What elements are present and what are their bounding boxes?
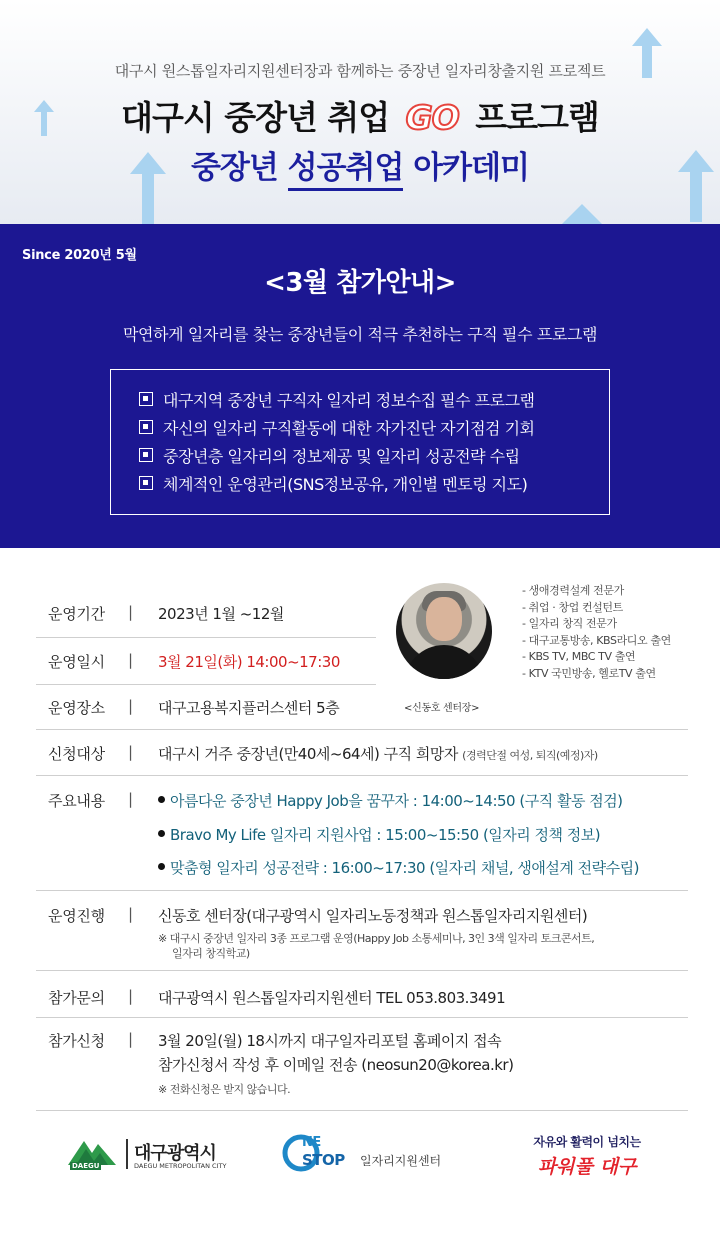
- program-title-pre: 대구시 중장년 취업: [121, 98, 400, 137]
- divider: [36, 1017, 688, 1018]
- period-value: 2023년 1월 ~12월: [158, 605, 284, 623]
- checkbox-icon: [139, 448, 153, 462]
- separator: |: [128, 790, 133, 808]
- onestop-ne: NE: [302, 1135, 321, 1150]
- notice-banner: [0, 224, 720, 548]
- divider: [36, 729, 688, 730]
- program-title-post: 프로그램: [464, 98, 599, 137]
- credential-item: - KTV 국민방송, 헬로TV 출연: [522, 666, 656, 680]
- apply-line-1: 3월 20일(월) 18시까지 대구일자리포털 홈페이지 접속: [158, 1032, 502, 1050]
- bullet-icon: [158, 796, 165, 803]
- header: [0, 0, 720, 224]
- logo-separator: [126, 1139, 128, 1169]
- place-label: [48, 697, 138, 718]
- datetime-value: 3월 21일(화) 14:00~17:30: [158, 653, 340, 671]
- credential-item: - 대구교통방송, KBS라디오 출연: [522, 633, 671, 647]
- host-label: [48, 905, 138, 926]
- content-item: [158, 857, 639, 878]
- power-title: 파워풀 대구: [537, 1156, 637, 1178]
- feature-item: [139, 441, 609, 469]
- bullet-icon: [158, 863, 165, 870]
- separator: |: [128, 603, 133, 621]
- inquiry-label-text: 참가문의: [48, 989, 105, 1007]
- divider: [36, 970, 688, 971]
- since-label: Since 2020년 5월: [22, 248, 137, 263]
- speaker-credentials: [522, 582, 671, 682]
- academy-title-pre: 중장년: [190, 150, 288, 186]
- arrow-up-icon: [560, 202, 604, 224]
- content-item-text: Bravo My Life 일자리 지원사업 : 15:00~15:50 (일자리 정책 정보): [170, 826, 601, 844]
- content-item-text: 아름다운 중장년 Happy Job을 꿈꾸자 : 14:00~14:50 (구직 활동 점검): [170, 792, 623, 810]
- speaker-caption: <신동호 센터장>: [404, 703, 480, 714]
- speaker-photo-face: [426, 597, 462, 641]
- feature-text: 체계적인 운영관리(SNS정보공유, 개인별 멘토링 지도): [163, 474, 528, 494]
- divider: [36, 775, 688, 776]
- content-item: [158, 824, 600, 845]
- host-value: 신동호 센터장(대구광역시 일자리노동정책과 원스톱일자리지원센터): [158, 907, 588, 925]
- feature-item: [139, 385, 609, 413]
- onestop-logo: [282, 1132, 472, 1176]
- content-item-text: 맞춤형 일자리 성공전략 : 16:00~17:30 (일자리 채널, 생애설계 전략수립): [170, 859, 639, 877]
- feature-item: [139, 469, 609, 497]
- onestop-kr: 일자리지원센터: [360, 1154, 442, 1168]
- datetime-label: [48, 651, 138, 672]
- powerful-daegu-logo: [512, 1133, 662, 1177]
- content-item: [158, 790, 623, 811]
- footer-divider: [36, 1110, 688, 1111]
- banner-tagline: 막연하게 일자리를 찾는 중장년들이 적극 추천하는 구직 필수 프로그램: [122, 325, 598, 344]
- academy-title-post: 아카데미: [403, 150, 529, 186]
- bullet-icon: [158, 830, 165, 837]
- divider: [36, 890, 688, 891]
- separator: |: [128, 905, 133, 923]
- content-label-text: 주요내용: [48, 792, 105, 810]
- feature-text: 대구지역 중장년 구직자 일자리 정보수집 필수 프로그램: [163, 390, 535, 410]
- place-label-text: 운영장소: [48, 699, 105, 717]
- target-value: [158, 743, 598, 764]
- daegu-en-name: DAEGU METROPOLITAN CITY: [134, 1162, 227, 1170]
- separator: |: [128, 743, 133, 761]
- speaker-photo-body: [404, 645, 484, 679]
- speaker-photo: [396, 583, 492, 679]
- daegu-kr-name: 대구광역시: [134, 1143, 216, 1164]
- checkbox-icon: [139, 476, 153, 490]
- separator: |: [128, 697, 133, 715]
- feature-item: [139, 413, 609, 441]
- separator: |: [128, 1030, 133, 1048]
- period-label-text: 운영기간: [48, 605, 105, 623]
- apply-label-text: 참가신청: [48, 1032, 105, 1050]
- feature-text: 중장년층 일자리의 정보제공 및 일자리 성공전략 수립: [163, 446, 520, 466]
- divider: [36, 637, 376, 638]
- checkbox-icon: [139, 392, 153, 406]
- target-label-text: 신청대상: [48, 745, 105, 763]
- feature-box: [110, 369, 610, 515]
- period-label: [48, 603, 138, 624]
- divider: [36, 684, 376, 685]
- apply-note: ※ 전화신청은 받지 않습니다.: [158, 1083, 291, 1096]
- inquiry-value: 대구광역시 원스톱일자리지원센터 TEL 053.803.3491: [158, 989, 506, 1007]
- feature-text: 자신의 일자리 구직활동에 대한 자가진단 자기점검 기회: [163, 418, 535, 438]
- credential-item: - KBS TV, MBC TV 출연: [522, 650, 636, 664]
- host-label-text: 운영진행: [48, 907, 105, 925]
- notice-title: <3월 참가안내>: [264, 268, 456, 298]
- daegu-mark-text: DAEGU: [72, 1162, 100, 1170]
- host-note-cont: 일자리 창직학교): [172, 947, 250, 960]
- separator: |: [128, 651, 133, 669]
- apply-line-2: 참가신청서 작성 후 이메일 전송 (neosun20@korea.kr): [158, 1056, 514, 1074]
- credential-item: - 일자리 창직 전문가: [522, 617, 617, 631]
- target-note: (경력단절 여성, 퇴직(예정)자): [462, 749, 598, 762]
- place-value: 대구고용복지플러스센터 5층: [158, 699, 340, 717]
- program-title: [0, 92, 720, 139]
- credential-item: - 취업 · 창업 컨설턴트: [522, 600, 623, 614]
- go-logo-text: GO: [405, 98, 459, 137]
- target-label: [48, 743, 138, 764]
- apply-label: [48, 1030, 138, 1051]
- header-subtitle: 대구시 원스톱일자리지원센터장과 함께하는 중장년 일자리창출지원 프로젝트: [114, 62, 606, 80]
- content-label: [48, 790, 138, 811]
- host-note: ※ 대구시 중장년 일자리 3종 프로그램 운영(Happy Job 소통세미나, 3인 3색 일자리 토크콘서트,: [158, 932, 595, 945]
- academy-title: [0, 142, 720, 187]
- separator: |: [128, 987, 133, 1005]
- datetime-label-text: 운영일시: [48, 653, 105, 671]
- credential-item: - 생애경력설계 전문가: [522, 584, 624, 597]
- onestop-stop: STOP: [302, 1151, 345, 1169]
- checkbox-icon: [139, 420, 153, 434]
- academy-title-underlined: 성공취업: [288, 150, 404, 191]
- target-text: 대구시 거주 중장년(만40세~64세) 구직 희망자: [158, 745, 458, 763]
- power-slogan: 자유와 활력이 넘치는: [533, 1135, 641, 1149]
- inquiry-label: [48, 987, 138, 1008]
- daegu-logo: [68, 1135, 268, 1175]
